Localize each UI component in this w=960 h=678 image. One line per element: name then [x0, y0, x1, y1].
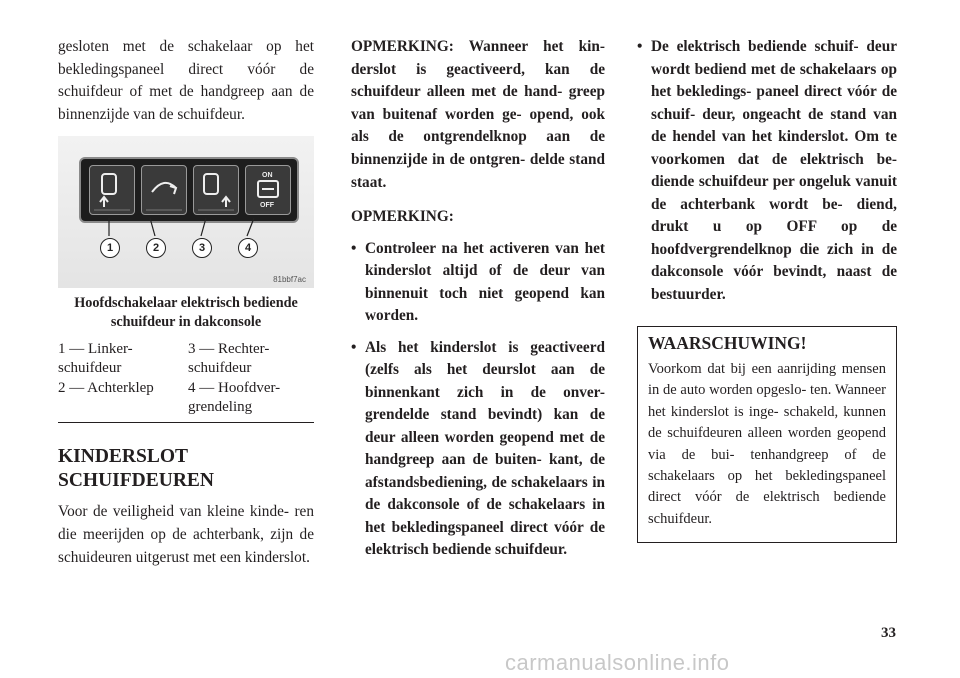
- power-door-bullet-list: [637, 36, 897, 306]
- list-item-text: Als het kinderslot is geactiveerd (zelfs als het deurslot aan de binnenkant zich in de onver- grendelde stand bevindt) kan de deur alleen worden geopend met de handgreep aan de buiten- kant, de afstandsbediening, de schakelaars in de dakconsole of de schakelaars in het bekledingspaneel direct vóór de elektrisch bediende schuifdeur.: [365, 338, 605, 559]
- callout-4: 4: [238, 238, 258, 258]
- warning-text: Voorkom dat bij een aanrijding mensen in de auto worden opgeslo- ten. Wanneer het kinderslot is inge- schakeld, kunnen de schuifdeuren alleen worden geopend via de bui- tenhandgreep of de schakelaars op het bekledingspaneel direct vóór de elektrisch bediende schuifdeur.: [648, 361, 886, 527]
- bullet-icon: •: [637, 38, 643, 55]
- figure-legend: [58, 340, 314, 423]
- section-body: Voor de veiligheid van kleine kinde- ren die meerijden op de achterbank, zijn de schuideuren uitgerust met een kinderslot.: [58, 503, 314, 566]
- legend-item: 3 — Rechter- schuifdeur: [188, 341, 270, 376]
- note-label: OPMERKING:: [351, 208, 454, 226]
- note-bullet-list: [351, 238, 605, 562]
- note-paragraph: OPMERKING: Wanneer het kin- derslot is geactiveerd, kan de schuifdeur alleen met de hand- greep van buitenaf worden ge- opend, ook als de ontgrendelknop aan de binnenzijde in de ontgren- delde stand staat.: [351, 38, 605, 191]
- callout-leader-lines: [58, 136, 314, 288]
- list-item: [351, 337, 605, 562]
- bullet-icon: •: [351, 239, 357, 257]
- warning-box: [637, 326, 897, 543]
- list-item: [351, 238, 605, 328]
- bullet-icon: •: [351, 338, 357, 356]
- intro-paragraph: gesloten met de schakelaar op het bekledingspaneel direct vóór de schuifdeur of met de handgreep aan de binnenzijde van de schuifdeur.: [58, 38, 314, 123]
- lockout-on-label: ON: [262, 172, 273, 180]
- list-item: [637, 36, 897, 306]
- legend-item: 2 — Achterklep: [58, 380, 154, 397]
- watermark: carmanualsonline.info: [505, 650, 730, 675]
- column-left: [58, 36, 314, 569]
- list-item-text: Controleer na het activeren van het kinderslot altijd of de deur van binnenuit toch niet geopend kan worden.: [365, 239, 605, 325]
- page-number: 33: [881, 625, 896, 641]
- callout-3: 3: [192, 238, 212, 258]
- figure-caption: Hoofdschakelaar elektrisch bediende schuifdeur in dakconsole: [74, 295, 298, 331]
- list-item-text: De elektrisch bediende schuif- deur wordt bediend met de schakelaars op het bekledings- paneel direct vóór de schuif- deur, ongeacht de stand van de hendel van het kinderslot. Om te voorkomen dat de elektrisch be- diende schuifdeur per ongeluk vanuit de achterbank wordt be- diend, drukt u op OFF op de hoofdvergrendelknop die zich in de dakconsole vóór bevindt, naast de bestuurder.: [651, 38, 897, 303]
- legend-item: 1 — Linker- schuifdeur: [58, 341, 133, 376]
- console-switch-figure: [58, 136, 314, 288]
- warning-title: WAARSCHUWING!: [648, 333, 807, 353]
- figure-code: 81bbf7ac: [273, 275, 306, 285]
- section-heading: KINDERSLOT SCHUIFDEUREN: [58, 446, 215, 492]
- callout-1: 1: [100, 238, 120, 258]
- callout-2: 2: [146, 238, 166, 258]
- legend-item: 4 — Hoofdver- grendeling: [188, 380, 281, 415]
- lockout-off-label: OFF: [260, 202, 274, 210]
- column-middle: [351, 36, 605, 562]
- column-right: [637, 36, 897, 543]
